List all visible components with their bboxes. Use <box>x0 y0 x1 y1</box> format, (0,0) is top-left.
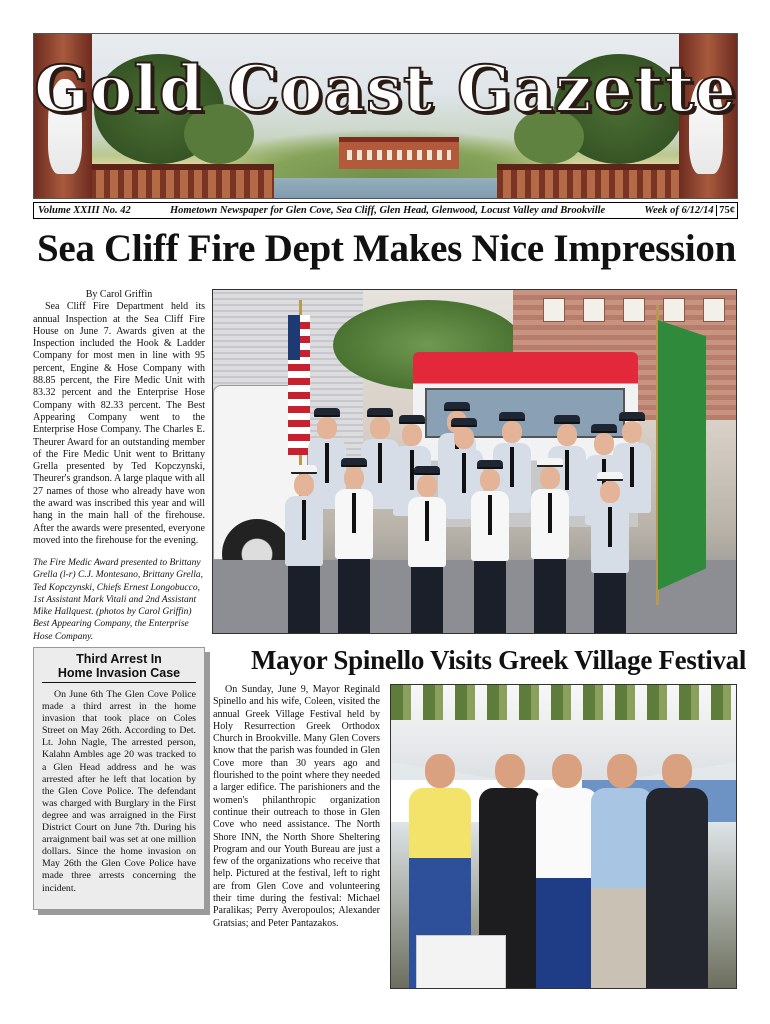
photo-firefighter <box>408 466 446 634</box>
lead-story-paragraph: Sea Cliff Fire Department held its annual Inspection at the Sea Cliff Fire House on June 7. Awards given at the Inspection included the Hook & Ladder Company for most men in line with 95 percent, Engine & Hose Company with 88.85 percent, the Fire Medic Unit with 83.32 percent and the Enterprise Hose Company with 82.33 percent. The Best Appearing Company went to the Enterprise Hose Company. The Charles E. Theurer Award for an outstanding member of the Fire Medic Unit went to Brittany Grella presented by Ted Kopczynski, Theurer's grandson. A large plaque with all 27 names of those who already have won the award was inscribed this year and will hang in the main hall of the firehouse. After the awards were presented, everyone moved into the firehouse for the evening. <box>33 301 205 546</box>
photo-firefighter <box>335 458 373 634</box>
issue-info-bar <box>33 202 738 219</box>
photo-firefighter <box>471 460 509 634</box>
volume-number: Volume XXIII No. 42 <box>38 205 131 216</box>
issue-week-price <box>644 205 735 216</box>
masthead-mansion <box>339 137 459 169</box>
sidebar-headline-line: Third Arrest In <box>76 652 162 666</box>
photo-grape-vines <box>391 685 737 720</box>
photo-festival-volunteer <box>646 754 708 988</box>
photo-window <box>703 298 725 322</box>
photo-firefighter <box>285 465 323 634</box>
photo-window <box>663 298 685 322</box>
photo-window <box>623 298 645 322</box>
festival-photo <box>390 684 737 989</box>
photo-festival-volunteer <box>591 754 653 988</box>
photo-caption: The Fire Medic Award presented to Brittany Grella (l-r) C.J. Montesano, Brittany Grella, Ted Kopczynski, Chiefs Ernest Longobucco, 1st Assistant Mark Vitali and 2nd Assistant Mike Hallquest. (photos by Carol Griffin) Best Appearing Company, the Enterprise Hose Company. <box>33 558 204 642</box>
photo-firefighter <box>531 458 569 634</box>
byline: By Carol Griffin <box>85 289 153 300</box>
second-story-body <box>213 684 380 930</box>
photo-counter <box>416 935 506 989</box>
photo-mayor <box>536 754 598 988</box>
sidebar-story-body: On June 6th The Glen Cove Police made a third arrest in the home invasion that took place on Coles Street on May 26th. According to Det. Lt. John Nagle, The arrested person, Kalahn Ambles age 20 was tracked to a Glen Head address and he was arrested after he left that location by the Glen Cove Police. The defendant was charged with Burglary in the First degree and was arraigned in the First District Court on June 7th. During his arraignment bail was set at one million dollars. Since the home invasion on May 26th the Glen Cove Police have made three arrests concerning the incident. <box>42 689 196 894</box>
sidebar-headline-line: Home Invasion Case <box>57 666 181 680</box>
masthead-title: Gold Coast Gazette <box>34 52 737 127</box>
fire-department-photo <box>212 289 737 634</box>
photo-firefighter <box>591 472 629 634</box>
masthead <box>33 33 738 199</box>
issue-price: 75¢ <box>716 205 735 216</box>
lead-headline: Sea Cliff Fire Dept Makes Nice Impression <box>37 227 736 270</box>
second-headline: Mayor Spinello Visits Greek Village Festival <box>251 645 747 675</box>
green-company-flag <box>658 320 706 590</box>
sidebar-headline <box>42 652 196 680</box>
photo-window <box>543 298 565 322</box>
sidebar-story-box <box>33 647 205 910</box>
paper-tagline: Hometown Newspaper for Glen Cove, Sea Cliff, Glen Head, Glenwood, Locust Valley and Brookville <box>169 205 606 216</box>
photo-window <box>583 298 605 322</box>
american-flag <box>288 315 310 455</box>
issue-week: Week of 6/12/14 <box>644 205 714 216</box>
second-story-paragraph: On Sunday, June 9, Mayor Reginald Spinello and his wife, Coleen, visited the annual Greek Village Festival held by Holy Resurrection Greek Orthodox Church in Brookville. Many Glen Covers know that the parish was founded in Glen Cove more than 30 years ago and flourished to the point where they needed a larger edifice. The parishioners and the women's philanthropic organization continue their outreach to those in Glen Cove who need assistance. The North Shore INN, the North Shore Sheltering Program and our Youth Bureau are just a few of the organizations who receive that help. Pictured at the festival, left to right are from Glen Cove and volunteering their time during the festival: Michael Paralikas; Perry Averopoulos; Alexander Gratsias; and Peter Pantazakos. <box>213 684 380 929</box>
sidebar-divider <box>42 682 196 683</box>
lead-story-body <box>33 289 205 547</box>
